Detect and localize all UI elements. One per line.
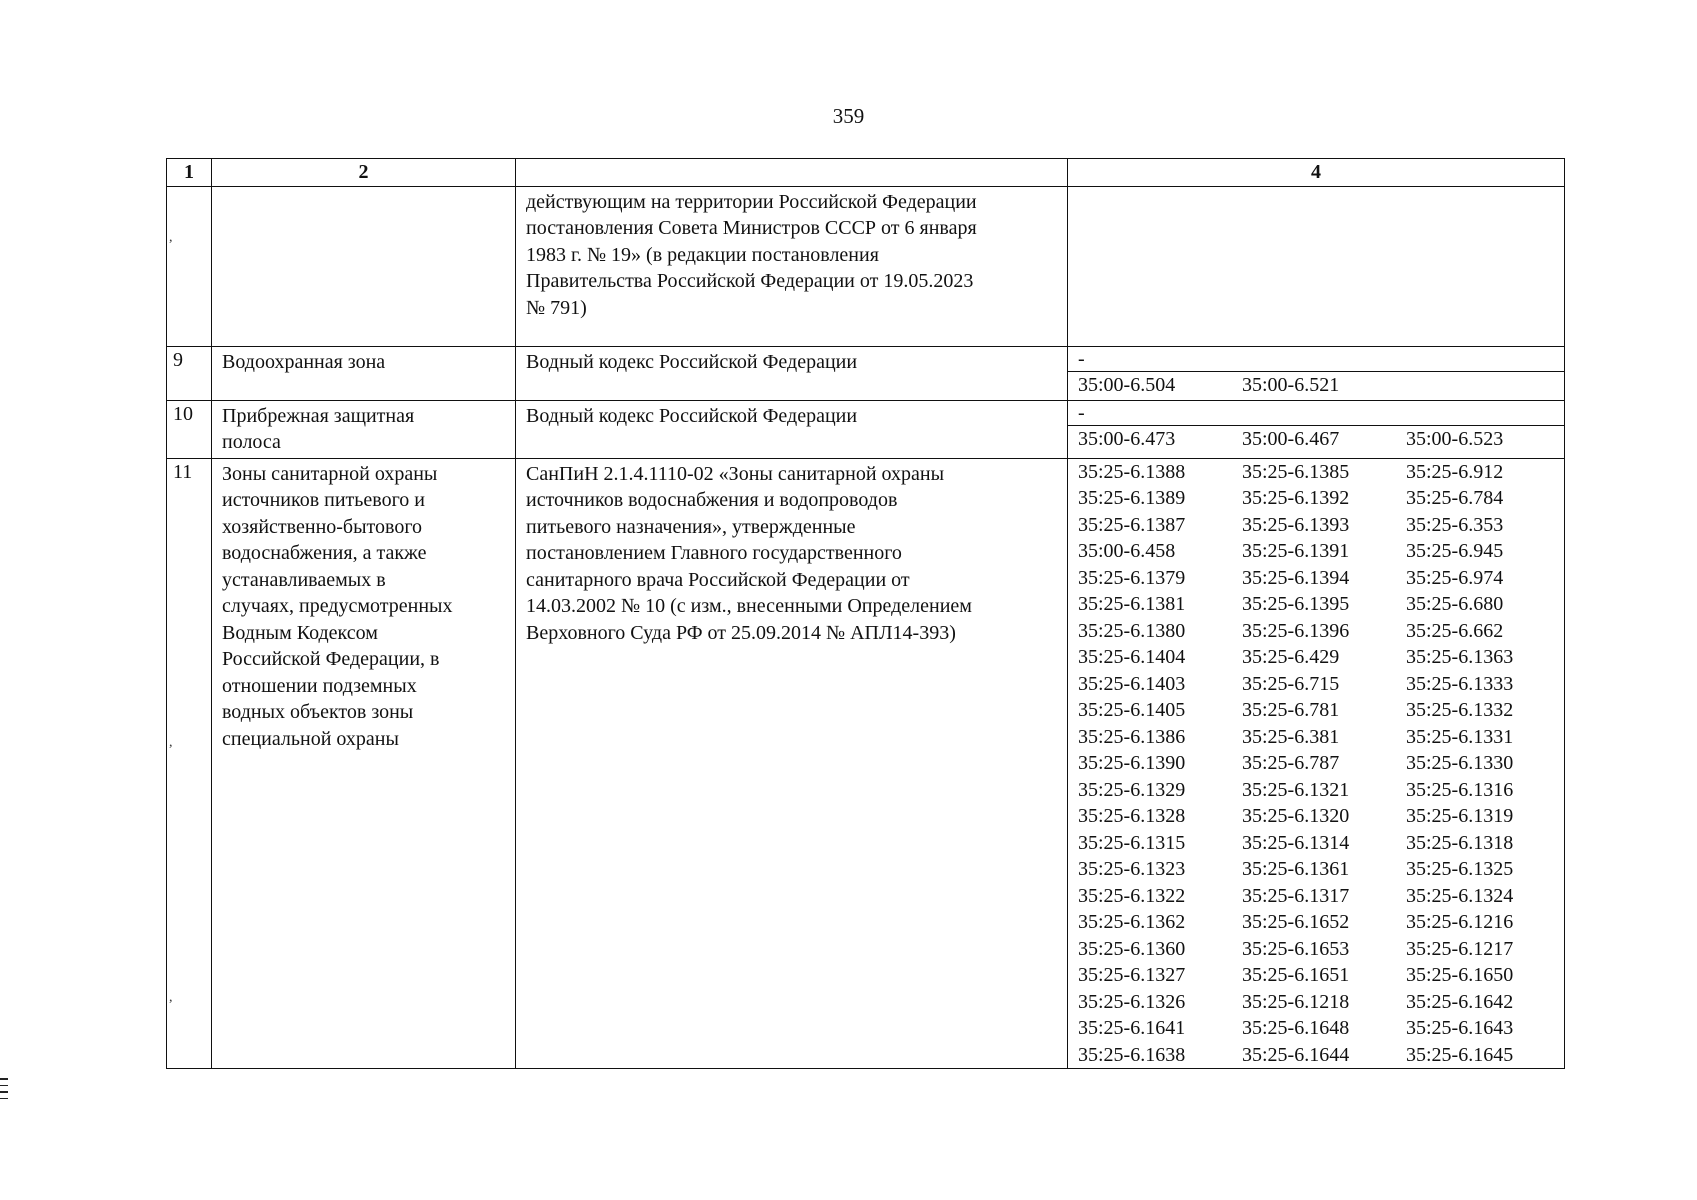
zone-name-line: полоса xyxy=(222,431,281,453)
registry-code: 35:25-6.1325 xyxy=(1406,858,1514,880)
registry-code: 35:25-6.1315 xyxy=(1078,831,1186,854)
registry-codes xyxy=(1068,458,1565,1069)
registry-code: 35:00-6.523 xyxy=(1406,427,1504,450)
registry-code: 35:25-6.1652 xyxy=(1242,911,1350,933)
table-header-row xyxy=(167,159,1565,187)
registry-code: 35:00-6.504 xyxy=(1078,373,1176,396)
table-row xyxy=(167,400,1565,458)
scan-mark: , xyxy=(169,735,173,750)
registry-code: 35:25-6.1386 xyxy=(1078,725,1186,748)
zone-name-line: Водоохранная зона xyxy=(222,350,386,373)
regulation-doc-line: № 791) xyxy=(526,296,587,319)
registry-code: 35:25-6.1217 xyxy=(1406,937,1514,960)
registry-code: 35:25-6.1387 xyxy=(1078,513,1186,536)
registry-code: 35:25-6.1651 xyxy=(1242,964,1350,986)
registry-code: 35:25-6.1380 xyxy=(1078,619,1186,642)
header-col-3 xyxy=(516,159,1068,187)
registry-code: 35:25-6.974 xyxy=(1406,566,1504,589)
registry-code: 35:25-6.1644 xyxy=(1242,1043,1350,1066)
registry-code: 35:25-6.1362 xyxy=(1078,911,1186,933)
zone-name-line: источников питьевого и xyxy=(222,489,426,511)
registry-code: 35:25-6.1332 xyxy=(1406,699,1514,721)
zone-name-line: Российской Федерации, в xyxy=(222,648,440,670)
zone-name-line: Водным Кодексом xyxy=(222,621,378,644)
registry-code: 35:25-6.1316 xyxy=(1406,778,1514,801)
registry-codes xyxy=(1068,186,1565,346)
zone-name-line: отношении подземных xyxy=(222,674,417,697)
regulation-doc-line: Правительства Российской Федерации от 19.05.2023 xyxy=(526,270,974,292)
row-number xyxy=(167,186,212,346)
regulation-doc xyxy=(516,400,1068,458)
registry-code: 35:25-6.1650 xyxy=(1406,964,1514,986)
table-row xyxy=(167,186,1565,346)
registry-code: 35:25-6.715 xyxy=(1242,672,1340,695)
registry-code: 35:25-6.680 xyxy=(1406,593,1504,615)
regulation-doc xyxy=(516,186,1068,346)
registry-code: 35:25-6.1381 xyxy=(1078,593,1186,615)
zone-name xyxy=(212,458,516,1069)
registry-code: 35:25-6.1395 xyxy=(1242,593,1350,615)
header-col-2: 2 xyxy=(212,159,516,187)
registry-code: 35:25-6.381 xyxy=(1242,725,1340,748)
registry-code: 35:25-6.912 xyxy=(1406,460,1504,483)
registry-code: 35:00-6.521 xyxy=(1242,373,1340,396)
page-number: 359 xyxy=(832,104,865,128)
registry-code: 35:25-6.1643 xyxy=(1406,1017,1514,1039)
registry-code: 35:25-6.1393 xyxy=(1242,513,1350,536)
regulation-doc-line: Верховного Суда РФ от 25.09.2014 № АПЛ14-393) xyxy=(526,621,956,644)
registry-code: 35:25-6.1326 xyxy=(1078,990,1186,1013)
registry-code: 35:25-6.1361 xyxy=(1242,858,1350,880)
header-col-1: 1 xyxy=(167,159,212,187)
registry-code: 35:25-6.1403 xyxy=(1078,672,1186,695)
registry-code: 35:25-6.1360 xyxy=(1078,937,1186,960)
registry-code: 35:25-6.1642 xyxy=(1406,990,1514,1013)
registry-code: 35:25-6.1328 xyxy=(1078,805,1186,827)
registry-code: 35:25-6.1331 xyxy=(1406,725,1514,748)
regulation-doc-line: действующим на территории Российской Федерации xyxy=(526,190,977,213)
zone-name xyxy=(212,346,516,400)
registry-code: 35:25-6.1330 xyxy=(1406,752,1514,774)
registry-code: 35:25-6.1638 xyxy=(1078,1043,1186,1066)
registry-code: 35:00-6.473 xyxy=(1078,427,1176,450)
codes-grid xyxy=(1068,459,1564,1069)
scan-edge-marks xyxy=(0,1078,8,1104)
regulation-doc-line: 14.03.2002 № 10 (с изм., внесенными Определением xyxy=(526,595,972,617)
registry-code: 35:00-6.458 xyxy=(1078,540,1176,562)
registry-code: 35:25-6.353 xyxy=(1406,513,1504,536)
registry-code: 35:25-6.1324 xyxy=(1406,884,1514,907)
regulation-doc-line: 1983 г. № 19» (в редакции постановления xyxy=(526,243,879,266)
codes-grid xyxy=(1068,372,1564,399)
registry-code: 35:25-6.784 xyxy=(1406,487,1504,509)
registry-code: 35:25-6.1218 xyxy=(1242,990,1350,1013)
header-col-4: 4 xyxy=(1068,159,1565,187)
zone-name-line: устанавливаемых в xyxy=(222,568,386,591)
zone-name-line: специальной охраны xyxy=(222,727,399,750)
dash-subrow: - xyxy=(1068,347,1564,372)
registry-code: 35:25-6.1216 xyxy=(1406,911,1514,933)
regulation-doc-line: постановлением Главного государственного xyxy=(526,542,902,564)
zone-name xyxy=(212,186,516,346)
regulation-table xyxy=(166,158,1565,1069)
dash-subrow: - xyxy=(1068,401,1564,426)
registry-codes xyxy=(1068,346,1565,400)
registry-code: 35:25-6.1392 xyxy=(1242,487,1350,509)
zone-name xyxy=(212,400,516,458)
registry-code: 35:25-6.1318 xyxy=(1406,831,1514,854)
table-row xyxy=(167,458,1565,1069)
zone-name-line: случаях, предусмотренных xyxy=(222,595,453,617)
registry-code: 35:00-6.467 xyxy=(1242,427,1340,450)
registry-code: 35:25-6.1385 xyxy=(1242,460,1350,483)
registry-code: 35:25-6.1391 xyxy=(1242,540,1350,562)
row-number: 10 xyxy=(167,400,212,458)
scan-mark: , xyxy=(169,990,173,1005)
regulation-doc-line: санитарного врача Российской Федерации от xyxy=(526,568,910,591)
registry-code: 35:25-6.1648 xyxy=(1242,1017,1350,1039)
registry-code: 35:25-6.1333 xyxy=(1406,672,1514,695)
registry-code: 35:25-6.1641 xyxy=(1078,1017,1186,1039)
row-number: 11 xyxy=(167,458,212,1069)
registry-code: 35:25-6.1319 xyxy=(1406,805,1514,827)
regulation-doc-line: Водный кодекс Российской Федерации xyxy=(526,404,858,427)
table-row xyxy=(167,346,1565,400)
regulation-doc xyxy=(516,458,1068,1069)
registry-code: 35:25-6.1320 xyxy=(1242,805,1350,827)
regulation-doc xyxy=(516,346,1068,400)
zone-name-line: водных объектов зоны xyxy=(222,701,414,723)
registry-code: 35:25-6.1363 xyxy=(1406,646,1514,668)
registry-code: 35:25-6.1379 xyxy=(1078,566,1186,589)
registry-code: 35:25-6.1394 xyxy=(1242,566,1350,589)
registry-code: 35:25-6.945 xyxy=(1406,540,1504,562)
regulation-doc-line: СанПиН 2.1.4.1110-02 «Зоны санитарной охраны xyxy=(526,462,945,485)
registry-code: 35:25-6.1645 xyxy=(1406,1043,1514,1066)
zone-name-line: хозяйственно-бытового xyxy=(222,515,423,538)
scan-mark: , xyxy=(169,230,173,245)
registry-code: 35:25-6.662 xyxy=(1406,619,1504,642)
regulation-doc-line: постановления Совета Министров СССР от 6 января xyxy=(526,217,977,239)
registry-code: 35:25-6.1405 xyxy=(1078,699,1186,721)
row-number: 9 xyxy=(167,346,212,400)
registry-code: 35:25-6.1314 xyxy=(1242,831,1350,854)
registry-code: 35:25-6.1317 xyxy=(1242,884,1350,907)
registry-code: 35:25-6.1390 xyxy=(1078,752,1186,774)
regulation-doc-line: питьевого назначения», утвержденные xyxy=(526,515,856,538)
registry-code: 35:25-6.1329 xyxy=(1078,778,1186,801)
registry-code: 35:25-6.1396 xyxy=(1242,619,1350,642)
registry-code: 35:25-6.1327 xyxy=(1078,964,1186,986)
registry-code: 35:25-6.1321 xyxy=(1242,778,1350,801)
zone-name-line: Зоны санитарной охраны xyxy=(222,462,438,485)
registry-code: 35:25-6.781 xyxy=(1242,699,1340,721)
zone-name-line: Прибрежная защитная xyxy=(222,404,415,427)
codes-grid xyxy=(1068,426,1564,453)
registry-codes xyxy=(1068,400,1565,458)
registry-code: 35:25-6.787 xyxy=(1242,752,1340,774)
registry-code: 35:25-6.1323 xyxy=(1078,858,1186,880)
registry-code: 35:25-6.1404 xyxy=(1078,646,1186,668)
zone-name-line: водоснабжения, а также xyxy=(222,542,427,564)
regulation-doc-line: источников водоснабжения и водопроводов xyxy=(526,489,898,511)
regulation-doc-line: Водный кодекс Российской Федерации xyxy=(526,350,858,373)
registry-code: 35:25-6.1322 xyxy=(1078,884,1186,907)
registry-code: 35:25-6.1389 xyxy=(1078,487,1186,509)
registry-code: 35:25-6.429 xyxy=(1242,646,1340,668)
registry-code: 35:25-6.1653 xyxy=(1242,937,1350,960)
registry-code: 35:25-6.1388 xyxy=(1078,460,1186,483)
